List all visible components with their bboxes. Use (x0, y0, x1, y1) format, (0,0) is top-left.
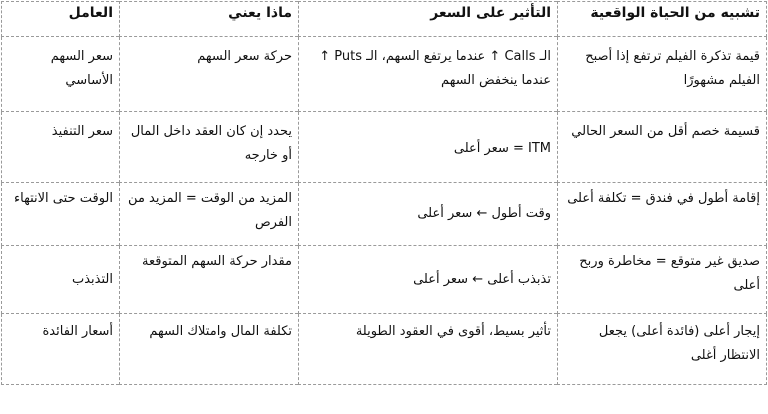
cell-price-effect: الـ Calls ↑ عندما يرتفع السهم، الـ Puts ↑ عندما ينخفض السهم (299, 37, 558, 112)
header-factor: العامل (2, 2, 120, 37)
cell-analogy: إقامة أطول في فندق = تكلفة أعلى (558, 183, 767, 246)
cell-price-effect: ITM = سعر أعلى (299, 112, 558, 183)
cell-factor: التذبذب (2, 246, 120, 314)
option-factors-table (1, 1, 767, 385)
cell-factor: سعر التنفيذ (2, 112, 120, 183)
table-row (2, 112, 767, 183)
cell-analogy: قيمة تذكرة الفيلم ترتفع إذا أصبح الفيلم مشهورًا (558, 37, 767, 112)
table-row (2, 314, 767, 385)
table-row (2, 246, 767, 314)
cell-price-effect: وقت أطول ← سعر أعلى (299, 183, 558, 246)
cell-analogy: صديق غير متوقع = مخاطرة وربح أعلى (558, 246, 767, 314)
header-row (2, 2, 767, 37)
cell-factor: أسعار الفائدة (2, 314, 120, 385)
cell-meaning: المزيد من الوقت = المزيد من الفرص (120, 183, 299, 246)
cell-meaning: تكلفة المال وامتلاك السهم (120, 314, 299, 385)
cell-meaning: مقدار حركة السهم المتوقعة (120, 246, 299, 314)
header-analogy: تشبيه من الحياة الواقعية (558, 2, 767, 37)
cell-factor: سعر السهم الأساسي (2, 37, 120, 112)
cell-analogy: قسيمة خصم أقل من السعر الحالي (558, 112, 767, 183)
cell-meaning: يحدد إن كان العقد داخل المال أو خارجه (120, 112, 299, 183)
cell-price-effect: تذبذب أعلى ← سعر أعلى (299, 246, 558, 314)
cell-factor: الوقت حتى الانتهاء (2, 183, 120, 246)
cell-analogy: إيجار أعلى (فائدة أعلى) يجعل الانتظار أغلى (558, 314, 767, 385)
table-row (2, 37, 767, 112)
header-price-effect: التأثير على السعر (299, 2, 558, 37)
header-meaning: ماذا يعني (120, 2, 299, 37)
cell-meaning: حركة سعر السهم (120, 37, 299, 112)
table-row (2, 183, 767, 246)
cell-price-effect: تأثير بسيط، أقوى في العقود الطويلة (299, 314, 558, 385)
